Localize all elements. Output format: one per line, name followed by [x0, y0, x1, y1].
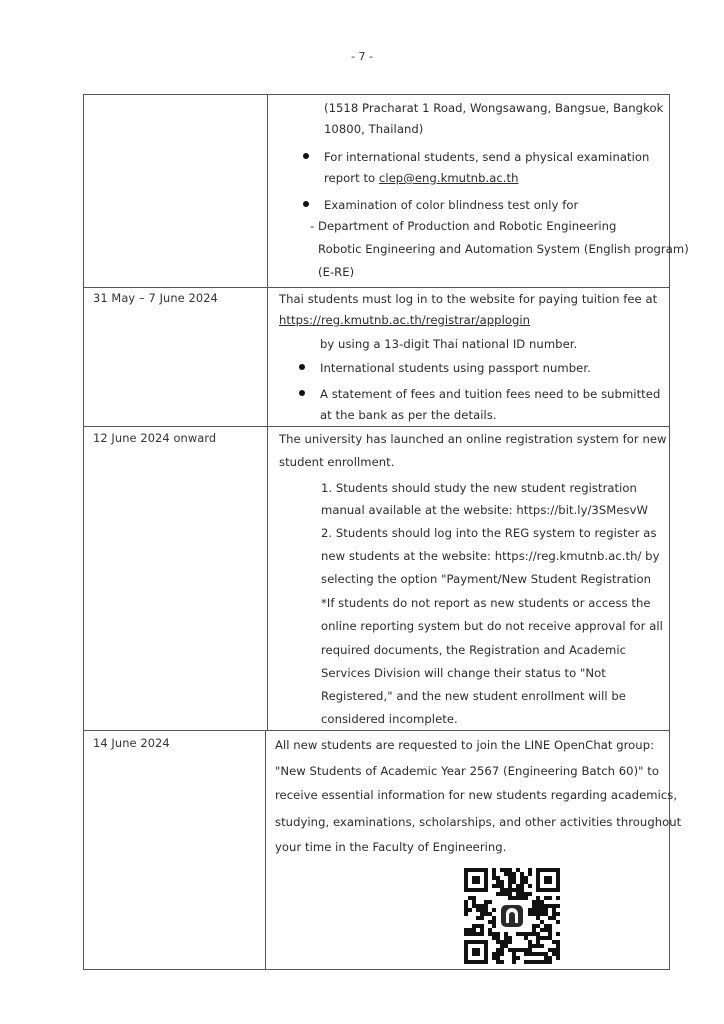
- row-date: 14 June 2024: [93, 736, 170, 750]
- schedule-table: [83, 94, 689, 970]
- qr-code-icon[interactable]: [464, 868, 560, 964]
- tuition-line: Thai students must log in to the website for paying tuition fee at: [279, 292, 658, 306]
- column-divider: [265, 730, 266, 970]
- openchat-line: receive essential information for new students regarding academics,: [275, 788, 678, 802]
- department-line: (E-RE): [318, 265, 355, 279]
- applogin-link[interactable]: https://reg.kmutnb.ac.th/registrar/applogin: [279, 313, 531, 327]
- tuition-line: A statement of fees and tuition fees need to be submitted: [320, 387, 661, 401]
- registration-line: student enrollment.: [279, 455, 395, 469]
- intl-exam-line: [324, 168, 519, 188]
- department-line: Robotic Engineering and Automation System (English program): [318, 242, 689, 256]
- registration-line: 1. Students should study the new student registration: [321, 481, 637, 495]
- registration-line: online reporting system but do not receive approval for all: [321, 619, 663, 633]
- registration-line: manual available at the website: https://bit.ly/3SMesvW: [321, 503, 649, 517]
- registration-line: Registered," and the new student enrollment will be: [321, 689, 626, 703]
- address-line: 10800, Thailand): [324, 122, 424, 136]
- openchat-line: your time in the Faculty of Engineering.: [275, 840, 507, 854]
- tuition-line: International students using passport number.: [320, 361, 591, 375]
- intl-exam-line: For international students, send a physical examination: [324, 150, 650, 164]
- registration-line: The university has launched an online registration system for new: [279, 432, 667, 446]
- openchat-line: "New Students of Academic Year 2567 (Engineering Batch 60)" to: [275, 764, 660, 778]
- row-date: 12 June 2024 onward: [93, 431, 217, 445]
- registration-line: new students at the website: https://reg.kmutnb.ac.th/ by: [321, 549, 660, 563]
- registration-line: *If students do not report as new students or access the: [321, 596, 651, 610]
- email-link[interactable]: clep@eng.kmutnb.ac.th: [378, 171, 519, 185]
- row-date: 31 May – 7 June 2024: [93, 291, 218, 305]
- registration-line: 2. Students should log into the REG system to register as: [321, 526, 657, 540]
- openchat-line: All new students are requested to join the LINE OpenChat group:: [275, 738, 655, 752]
- registration-line: considered incomplete.: [321, 712, 458, 726]
- tuition-line: by using a 13-digit Thai national ID number.: [320, 337, 578, 351]
- registration-line: required documents, the Registration and Academic: [321, 643, 627, 657]
- bullet-icon: [303, 153, 309, 159]
- department-line: - Department of Production and Robotic Engineering: [310, 219, 617, 233]
- row-divider: [84, 730, 669, 731]
- row-divider: [84, 426, 669, 427]
- bullet-icon: [299, 364, 305, 370]
- tuition-line: at the bank as per the details.: [320, 408, 497, 422]
- bullet-icon: [303, 201, 309, 207]
- page-number: - 7 -: [351, 50, 373, 63]
- bullet-icon: [299, 390, 305, 396]
- intl-exam-prefix: report to: [324, 171, 379, 185]
- color-blind-line: Examination of color blindness test only for: [324, 198, 579, 212]
- openchat-line: studying, examinations, scholarships, and other activities throughout: [275, 815, 682, 829]
- registration-line: selecting the option "Payment/New Student Registration: [321, 572, 652, 586]
- column-divider: [267, 95, 268, 730]
- row-divider: [84, 287, 669, 288]
- registration-line: Services Division will change their status to "Not: [321, 666, 606, 680]
- address-line: (1518 Pracharat 1 Road, Wongsawang, Bangsue, Bangkok: [324, 101, 664, 115]
